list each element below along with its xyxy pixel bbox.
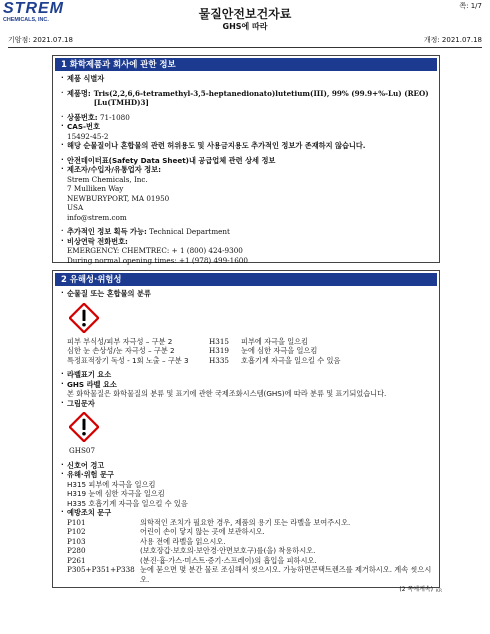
precaution-row	[67, 556, 433, 566]
section-2-heading: 2 유해성·위험성	[55, 273, 437, 286]
revision-date: 개정: 2021.07.18	[423, 36, 482, 44]
hazard-statement: H319 눈에 심한 자극을 일으킴	[67, 489, 165, 498]
precaution-code: P261	[67, 555, 86, 565]
manufacturer-label: · 제조자/수입자/유통업자 정보:	[67, 165, 433, 175]
precaution-text: (분진·흄·가스·미스트·증기·스프레이)의 흡입을 피하시오.	[140, 555, 317, 565]
cas-label: · CAS-번호	[67, 122, 433, 132]
precaution-row	[67, 565, 433, 584]
product-number-label: 상품번호:	[67, 112, 98, 122]
classification-label: · 순물질 또는 혼합물의 분류	[67, 289, 433, 299]
hazard-row	[67, 346, 433, 356]
address-line: 7 Mulliken Way	[67, 184, 124, 193]
pictogram-code: GHS07	[69, 446, 96, 455]
logo-word: STREM	[3, 0, 64, 17]
logo-subtitle: CHEMICALS, INC.	[3, 17, 49, 23]
label-elements-label: · 라벨표기 요소	[67, 370, 433, 380]
precaution-text: 어린이 손이 닿지 않는 곳에 보관하시오.	[140, 527, 265, 536]
exclamation-pictogram-icon	[69, 303, 99, 333]
more-info-value: Technical Department	[149, 227, 230, 236]
hazard-class: 피부 부식성/피부 자극성 – 구분 2	[67, 336, 173, 346]
more-info-label: 추가적인 정보 획득 가능:	[67, 227, 147, 236]
precaution-row	[67, 527, 433, 537]
product-name-row	[67, 89, 433, 108]
hazard-statements-label: · 유해·위험 문구	[67, 470, 433, 480]
sds-supplier-label: · 안전데이터표(Safety Data Sheet)내 공급업체 관련 상세 정보	[67, 156, 433, 166]
precaution-text: (보호장갑·보호의·보안경·안면보호구)를(을) 착용하시오.	[140, 546, 316, 555]
hazard-text: 눈에 심한 자극을 일으킴	[241, 346, 318, 355]
document-title: 물질안전보건자료	[198, 7, 292, 21]
address-line: NEWBURYPORT, MA 01950	[67, 193, 170, 203]
section-1	[52, 55, 440, 263]
hazard-code: H315	[209, 336, 229, 346]
precaution-code: P101	[67, 517, 86, 527]
cas-number: 15492-45-2	[67, 131, 109, 141]
print-date: 기암점: 2021.07.18	[8, 36, 73, 44]
precaution-row	[67, 546, 433, 556]
precaution-row	[67, 518, 433, 528]
hazard-class: 심한 눈 손상성/눈 자극성 – 구분 2	[67, 346, 175, 355]
precaution-code: P280	[67, 546, 86, 555]
hazard-class: 특정표적장기 독성 - 1회 노출 – 구분 3	[67, 355, 189, 365]
product-number-row	[67, 113, 433, 123]
precaution-row	[67, 537, 433, 547]
hazard-statement: H315 피부에 자극을 일으킴	[67, 479, 156, 489]
hazard-text: 피부에 자극을 일으킴	[241, 336, 309, 346]
page-number: 쪽: 1/7	[459, 2, 482, 10]
address-line: USA	[67, 203, 84, 212]
hazard-row	[67, 337, 433, 347]
address-line: Strem Chemicals, Inc.	[67, 174, 148, 184]
hazard-code: H319	[209, 346, 229, 355]
precaution-code: P102	[67, 527, 86, 536]
emergency-label: · 비상연락 전화번호:	[67, 237, 433, 247]
product-identifier-label: · 제품 식별자	[67, 74, 433, 84]
exclamation-pictogram-icon	[69, 412, 99, 442]
ghs-label-text: 본 화학물질은 화학물질의 분류 및 표기에 관한 국제조화시스템(GHS)에 따라 분류 및 표기되었습니다.	[67, 389, 387, 398]
precaution-code: P103	[67, 536, 86, 546]
precautionary-label: · 예방조치 문구	[67, 508, 433, 518]
signal-word: · 신호어 경고	[67, 461, 433, 471]
document-subtitle: GHS에 따라	[222, 22, 268, 31]
office-phone: During normal opening times: +1 (978) 499-1600	[67, 255, 248, 265]
locale-code: KR	[435, 589, 442, 594]
precaution-text: 눈에 묻으면 몇 분간 물로 조심해서 씻으시오. 가능하면콘택트렌즈를 제거하시오. 계속 씻으시오.	[140, 565, 432, 584]
product-name-label: · 제품명:	[67, 88, 91, 98]
pictograms-label: · 그림문자	[67, 399, 433, 409]
ghs-label-heading: · GHS 라벨 요소	[67, 380, 433, 390]
hazard-text: 호흡기계 자극을 일으킬 수 있음	[241, 355, 341, 365]
email-link[interactable]: info@strem.com	[67, 212, 127, 222]
header-divider	[8, 47, 482, 48]
product-number: 71-1080	[99, 112, 130, 122]
relevant-uses: · 해당 순물질이나 혼합물의 관련 허위용도 및 사용금지용도 추가적인 정보가 존재하지 않습니다.	[67, 141, 433, 151]
precaution-text: 사용 전에 라벨을 읽으시오.	[140, 536, 226, 546]
more-info-row	[67, 227, 433, 237]
continued-note: (2 쪽에계속)	[399, 586, 433, 593]
section-1-heading: 1 화학제품과 회사에 관한 정보	[55, 58, 437, 71]
hazard-code: H335	[209, 355, 229, 365]
hazard-statement: H335 호흡기계 자극을 일으킬 수 있음	[67, 498, 188, 508]
hazard-row	[67, 356, 433, 366]
emergency-phone: EMERGENCY: CHEMTREC: + 1 (800) 424-9300	[67, 246, 243, 255]
product-name: Tris(2,2,6,6-tetramethyl-3,5-heptanedionato)lutetium(III), 99% (99.9+%-Lu) (REO) [Lu(TMHD)3]	[93, 88, 429, 107]
precaution-code: P305+P351+P338	[67, 565, 135, 574]
precaution-text: 의학적인 조치가 필요한 경우, 제품의 용기 또는 라벨을 보여주시오.	[140, 517, 351, 527]
